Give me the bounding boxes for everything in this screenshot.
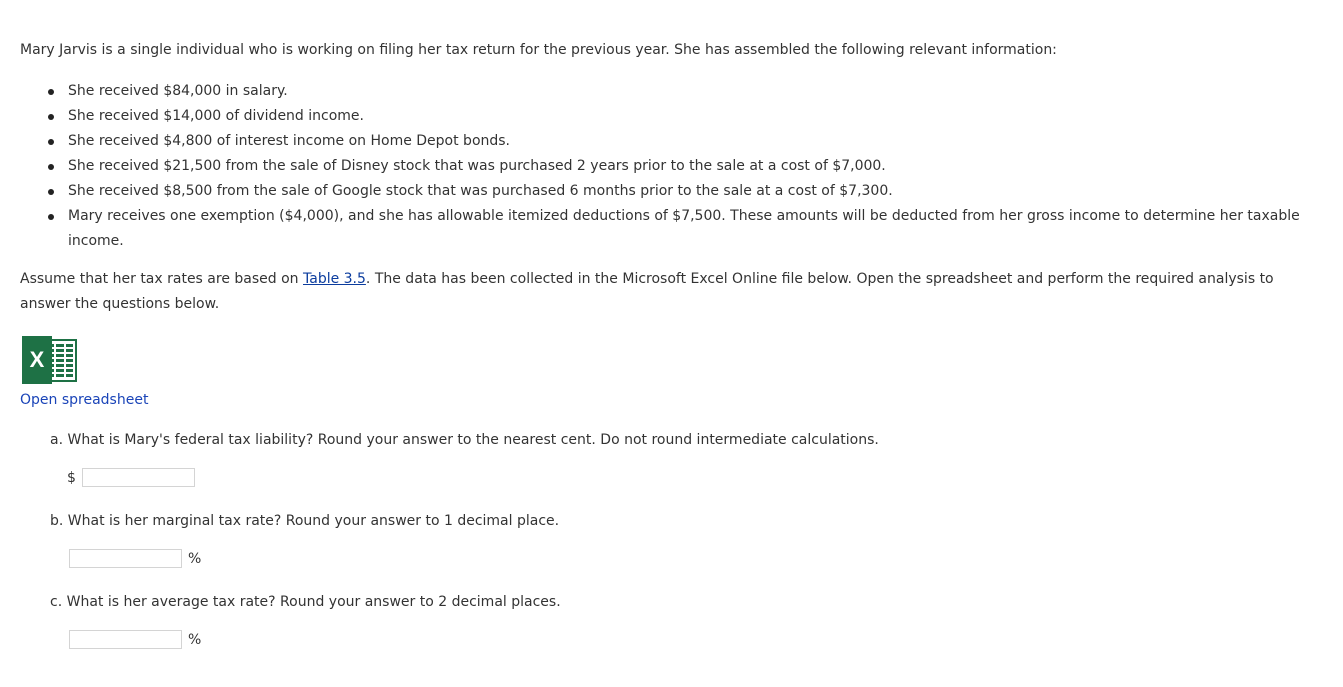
question-c-text: c. What is her average tax rate? Round your answer to 2 decimal places.: [50, 594, 561, 610]
answer-a: [67, 468, 195, 487]
assumption-text-before: Assume that her tax rates are based on: [20, 271, 303, 287]
answer-b: [69, 549, 201, 568]
list-item: She received $21,500 from the sale of Disney stock that was purchased 2 years prior to the sale at a cost of $7,000.: [48, 154, 1310, 179]
table-3-5-link[interactable]: Table 3.5: [303, 271, 366, 287]
marginal-rate-input[interactable]: [69, 549, 182, 568]
list-item: Mary receives one exemption ($4,000), and she has allowable itemized deductions of $7,500. These amounts will be deducted from her gross income to determine her taxable income.: [48, 204, 1310, 254]
percent-sign: %: [188, 631, 202, 648]
question-b-text: b. What is her marginal tax rate? Round your answer to 1 decimal place.: [50, 513, 560, 529]
tax-liability-input[interactable]: [82, 468, 195, 487]
open-spreadsheet-link[interactable]: Open spreadsheet: [20, 392, 149, 408]
list-item: She received $8,500 from the sale of Google stock that was purchased 6 months prior to the sale at a cost of $7,300.: [48, 179, 1310, 204]
excel-icon-letter: X: [29, 347, 45, 372]
assumption-text-after: . The data has been collected in the Microsoft Excel Online file below. Open the spreadsheet and perform the required analysis to answer the questions below.: [20, 271, 1274, 312]
list-item: She received $14,000 of dividend income.: [48, 104, 1310, 129]
list-item: She received $4,800 of interest income on Home Depot bonds.: [48, 129, 1310, 154]
dollar-sign: $: [67, 469, 76, 486]
list-item: She received $84,000 in salary.: [48, 79, 1310, 104]
assumption-paragraph: [20, 267, 1325, 317]
percent-sign: %: [188, 550, 202, 567]
excel-icon-graphic: [21, 336, 77, 384]
excel-icon[interactable]: [21, 336, 77, 384]
intro-paragraph: Mary Jarvis is a single individual who is working on filing her tax return for the previous year. She has assembled the following relevant information:: [20, 42, 1057, 58]
facts-list: [48, 79, 1310, 254]
average-rate-input[interactable]: [69, 630, 182, 649]
question-a-text: a. What is Mary's federal tax liability? Round your answer to the nearest cent. Do not round intermediate calculations.: [50, 432, 879, 448]
answer-c: [69, 630, 201, 649]
